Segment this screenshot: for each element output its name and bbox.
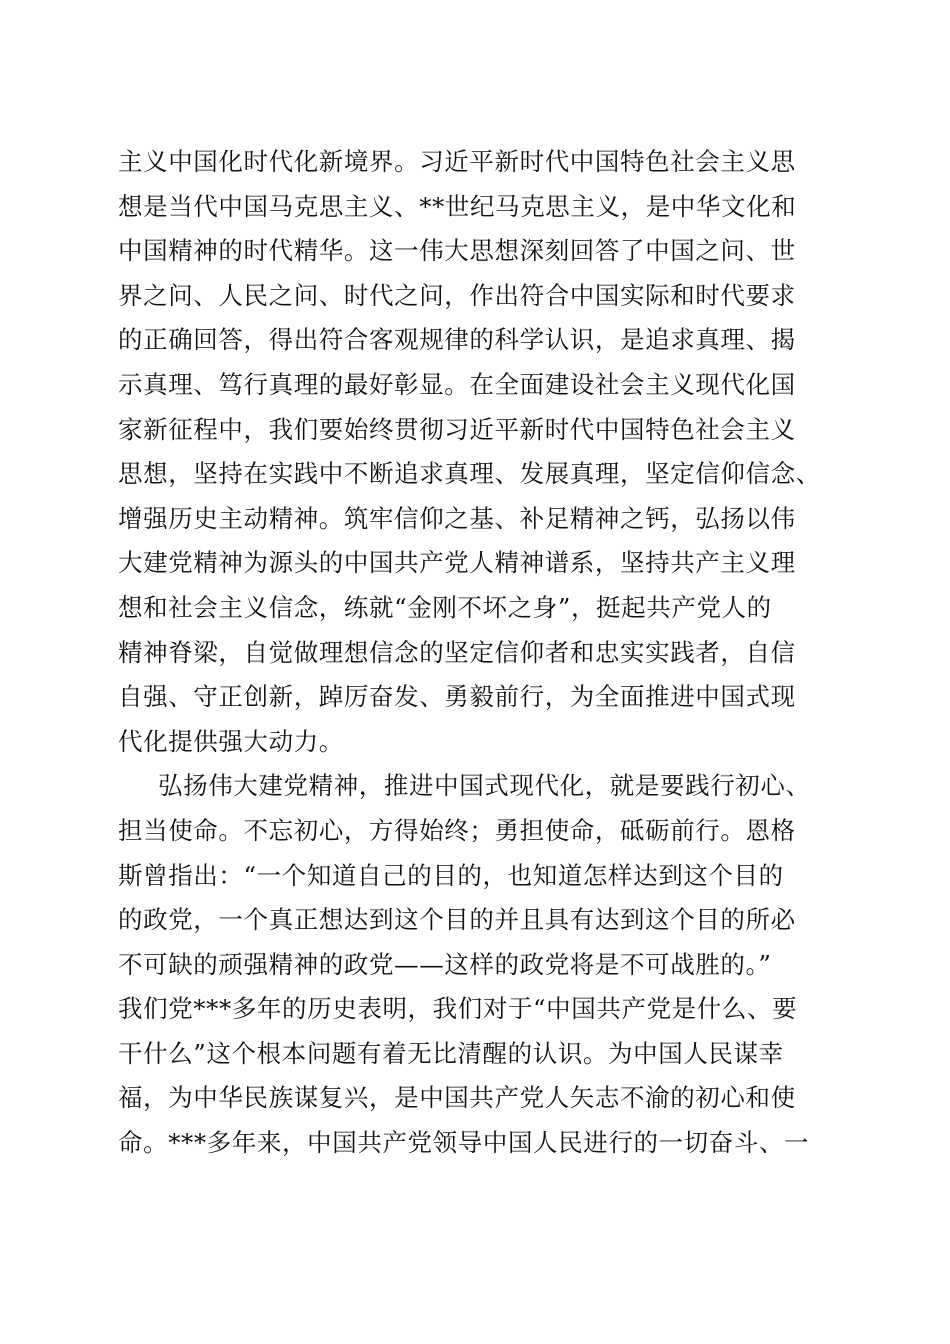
paragraph-2 <box>118 764 848 1165</box>
text-line: 命。***多年来，中国共产党领导中国人民进行的一切奋斗、一 <box>118 1128 810 1158</box>
text-line: 大建党精神为源头的中国共产党人精神谱系，坚持共产主义理 <box>118 548 796 578</box>
document-body <box>118 140 848 1166</box>
paragraph-1 <box>118 140 848 764</box>
text-line: 思想，坚持在实践中不断追求真理、发展真理，坚定信仰信念、 <box>118 459 821 489</box>
text-line: 家新征程中，我们要始终贯彻习近平新时代中国特色社会主义 <box>118 414 796 444</box>
text-line: 我们党***多年的历史表明，我们对于“中国共产党是什么、要 <box>118 994 798 1024</box>
text-line: 福，为中华民族谋复兴，是中国共产党人矢志不渝的初心和使 <box>118 1083 796 1113</box>
text-line: 精神脊梁，自觉做理想信念的坚定信仰者和忠实实践者，自信 <box>118 637 796 667</box>
text-line: 想是当代中国马克思主义、**世纪马克思主义，是中华文化和 <box>118 191 797 221</box>
text-line: 担当使命。不忘初心，方得始终；勇担使命，砥砺前行。恩格 <box>118 815 796 845</box>
text-line: 弘扬伟大建党精神，推进中国式现代化，就是要践行初心、 <box>158 771 811 801</box>
text-line: 的正确回答，得出符合客观规律的科学认识，是追求真理、揭 <box>118 325 796 355</box>
text-line: 干什么”这个根本问题有着无比清醒的认识。为中国人民谋幸 <box>118 1038 784 1068</box>
text-line: 示真理、笃行真理的最好彰显。在全面建设社会主义现代化国 <box>118 369 796 399</box>
text-line: 界之问、人民之问、时代之问，作出符合中国实际和时代要求 <box>118 280 796 310</box>
text-line: 增强历史主动精神。筑牢信仰之基、补足精神之钙，弘扬以伟 <box>118 503 796 533</box>
text-line: 不可缺的顽强精神的政党——这样的政党将是不可战胜的。” <box>118 949 772 979</box>
text-line: 中国精神的时代精华。这一伟大思想深刻回答了中国之问、世 <box>118 236 796 266</box>
text-line: 主义中国化时代化新境界。习近平新时代中国特色社会主义思 <box>118 147 796 176</box>
text-line: 斯曾指出：“一个知道自己的目的，也知道怎样达到这个目的 <box>118 860 784 890</box>
text-line: 代化提供强大动力。 <box>118 726 344 756</box>
text-line: 自强、守正创新，踔厉奋发、勇毅前行，为全面推进中国式现 <box>118 682 796 712</box>
text-line: 想和社会主义信念，练就“金刚不坏之身”，挺起共产党人的 <box>118 592 772 622</box>
text-line: 的政党，一个真正想达到这个目的并且具有达到这个目的所必 <box>118 905 796 935</box>
